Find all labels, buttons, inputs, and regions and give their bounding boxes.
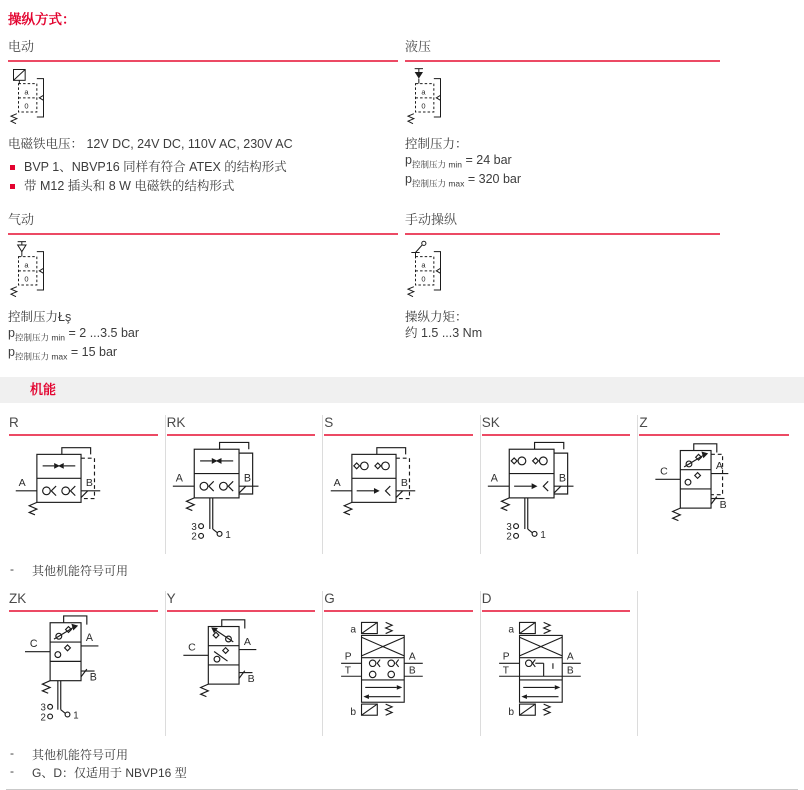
detent-2-label: 2 bbox=[40, 711, 46, 723]
port-P-label: P bbox=[502, 651, 510, 663]
port-B-label: B bbox=[243, 472, 251, 485]
section-pneumatic bbox=[8, 209, 398, 363]
port-P-label: P bbox=[345, 651, 352, 663]
detent-3-label: 3 bbox=[40, 702, 46, 714]
port-B-label: B bbox=[409, 665, 416, 677]
torque-label: 操纵力矩： bbox=[405, 309, 468, 324]
detent-1-label: 1 bbox=[73, 710, 79, 722]
port-A-label: A bbox=[333, 476, 341, 489]
torque-value: 约 1.5 ...3 Nm bbox=[405, 325, 483, 340]
detent-1-label: 1 bbox=[224, 529, 231, 541]
port-A-label: A bbox=[490, 472, 498, 485]
valve-function-S-symbol bbox=[324, 439, 470, 535]
position-a-label: a bbox=[421, 87, 426, 97]
valve-function-Y-symbol bbox=[167, 615, 313, 711]
function-code: R bbox=[9, 415, 158, 436]
port-C-label: C bbox=[660, 465, 669, 478]
valve-function-ZK-symbol bbox=[9, 615, 155, 729]
detent-3-label: 3 bbox=[506, 521, 512, 533]
function-code: SK bbox=[482, 415, 631, 436]
bullet-square-icon bbox=[10, 165, 15, 170]
pneumatic-heading: 气动 bbox=[8, 209, 398, 235]
function-code: RK bbox=[167, 415, 316, 436]
note-other-symbols bbox=[0, 746, 804, 763]
port-A-label: A bbox=[716, 459, 724, 472]
pmin-line: $p_{控制压力 min} = 24$ bar bbox=[405, 153, 512, 170]
solenoid-a-label: a bbox=[508, 624, 514, 636]
detent-2-label: 2 bbox=[506, 531, 512, 543]
function-cell-ZK bbox=[8, 591, 166, 736]
position-0-label: 0 bbox=[24, 101, 29, 111]
note-dash: - bbox=[10, 561, 14, 576]
port-B-label: B bbox=[558, 472, 566, 485]
function-cell-Y bbox=[166, 591, 324, 736]
note-gd-nbvp16 bbox=[0, 764, 804, 781]
detent-2-label: 2 bbox=[190, 531, 197, 543]
pmax-line: $p_{控制压力 max} = 15$ bar bbox=[8, 344, 118, 362]
valve-function-G-symbol bbox=[324, 615, 464, 731]
manual-heading: 手动操纵 bbox=[405, 209, 720, 235]
position-a-label: a bbox=[24, 87, 29, 97]
note-text: G、D：仅适用于 NBVP16 型 bbox=[32, 765, 187, 780]
bullet-atex: BVP 1、NBVP16 同样有符合 ATEX 的结构形式 bbox=[8, 158, 398, 177]
note-text: 其他机能符号可用 bbox=[32, 747, 129, 762]
function-cell-SK bbox=[481, 415, 639, 554]
note-dash: - bbox=[10, 745, 14, 760]
bottom-notes bbox=[0, 746, 804, 781]
section-hydraulic bbox=[405, 36, 720, 197]
function-code: ZK bbox=[9, 591, 158, 612]
functions-band: 机能 bbox=[0, 377, 804, 403]
voltage-line: 电磁铁电压： 12V DC, 24V DC, 110V AC, 230V AC bbox=[8, 137, 293, 151]
solenoid-a-label: a bbox=[350, 624, 357, 636]
note-dash: - bbox=[10, 763, 14, 778]
port-A-label: A bbox=[175, 472, 183, 485]
position-a-label: a bbox=[24, 260, 29, 270]
port-A-label: A bbox=[566, 651, 574, 663]
section-manual bbox=[405, 209, 720, 363]
function-cell-empty bbox=[638, 591, 796, 736]
hydraulic-pilot-valve-symbol bbox=[405, 67, 451, 127]
solenoid-b-label: b bbox=[350, 706, 357, 718]
catalog-page bbox=[0, 8, 804, 780]
port-B-label: B bbox=[89, 671, 97, 684]
mid-note bbox=[0, 562, 804, 579]
position-0-label: 0 bbox=[421, 101, 426, 111]
function-row-2 bbox=[0, 579, 804, 736]
detent-3-label: 3 bbox=[190, 521, 197, 533]
position-0-label: 0 bbox=[421, 274, 426, 284]
bullet-square-icon bbox=[10, 184, 15, 189]
bullet-m12: 带 M12 插头和 8 W 电磁铁的结构形式 bbox=[8, 177, 398, 196]
hydraulic-heading: 液压 bbox=[405, 36, 720, 62]
valve-function-SK-symbol bbox=[482, 439, 628, 549]
port-T-label: T bbox=[502, 665, 509, 677]
port-B-label: B bbox=[401, 476, 409, 489]
solenoid-b-label: b bbox=[508, 706, 514, 718]
pneumatic-pilot-valve-symbol bbox=[8, 240, 54, 300]
electric-bullet-list bbox=[8, 158, 398, 197]
position-a-label: a bbox=[421, 260, 426, 270]
page-title: 操纵方式： bbox=[8, 12, 76, 27]
port-B-label: B bbox=[85, 476, 93, 489]
pmin-line: $p_{控制压力 min} = 2$ ...3.5 bar bbox=[8, 325, 140, 343]
function-row-1 bbox=[0, 403, 804, 554]
valve-function-Z-symbol bbox=[639, 439, 785, 535]
solenoid-valve-symbol bbox=[8, 67, 54, 127]
function-cell-RK bbox=[166, 415, 324, 554]
port-A-label: A bbox=[18, 476, 26, 489]
control-pressure-label: 控制压力： bbox=[405, 137, 468, 151]
section-electric bbox=[8, 36, 398, 197]
function-cell-Z bbox=[638, 415, 796, 554]
port-B-label: B bbox=[247, 672, 255, 685]
function-code: S bbox=[324, 415, 473, 436]
position-0-label: 0 bbox=[24, 274, 29, 284]
port-C-label: C bbox=[29, 637, 38, 650]
port-B-label: B bbox=[720, 498, 728, 511]
function-cell-G bbox=[323, 591, 481, 736]
manual-lever-valve-symbol bbox=[405, 240, 451, 300]
port-A-label: A bbox=[85, 631, 93, 644]
port-B-label: B bbox=[566, 665, 574, 677]
operation-row-1 bbox=[0, 36, 804, 197]
function-cell-S bbox=[323, 415, 481, 554]
detent-1-label: 1 bbox=[540, 529, 546, 541]
electric-heading: 电动 bbox=[8, 36, 398, 62]
function-code: Z bbox=[639, 415, 789, 436]
function-code: Y bbox=[167, 591, 316, 612]
pmax-line: $p_{控制压力 max} = 320$ bar bbox=[405, 171, 522, 189]
operation-row-2 bbox=[0, 209, 804, 363]
control-pressure-label: 控制压力Łş bbox=[8, 309, 72, 324]
function-code: D bbox=[482, 591, 631, 612]
note-text: 其他机能符号可用 bbox=[32, 563, 129, 578]
port-A-label: A bbox=[409, 651, 416, 663]
port-C-label: C bbox=[187, 641, 196, 654]
valve-function-D-symbol bbox=[482, 615, 622, 731]
function-code: G bbox=[324, 591, 473, 612]
valve-function-R-symbol bbox=[9, 439, 155, 535]
valve-function-RK-symbol bbox=[167, 439, 313, 549]
port-A-label: A bbox=[243, 635, 251, 648]
function-cell-D bbox=[481, 591, 639, 736]
port-T-label: T bbox=[345, 665, 352, 677]
function-cell-R bbox=[8, 415, 166, 554]
